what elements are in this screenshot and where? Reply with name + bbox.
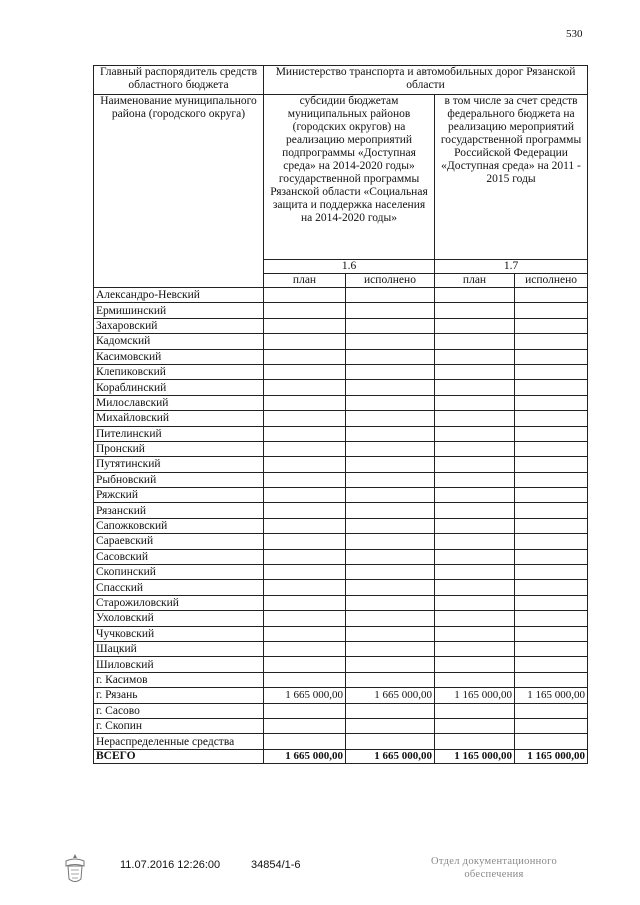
value-cell bbox=[346, 395, 435, 410]
table-row bbox=[94, 734, 588, 749]
value-cell bbox=[515, 718, 588, 733]
value-cell bbox=[435, 426, 515, 441]
district-name: Милославский bbox=[94, 395, 264, 410]
value-cell bbox=[346, 626, 435, 641]
district-name: Клепиковский bbox=[94, 364, 264, 379]
total-value: 1 665 000,00 bbox=[264, 749, 346, 763]
value-cell bbox=[264, 334, 346, 349]
value-cell bbox=[346, 503, 435, 518]
table-row bbox=[94, 672, 588, 687]
value-cell bbox=[346, 534, 435, 549]
value-cell bbox=[435, 303, 515, 318]
table-row bbox=[94, 395, 588, 410]
district-name: Чучковский bbox=[94, 626, 264, 641]
value-cell bbox=[435, 703, 515, 718]
value-cell bbox=[264, 488, 346, 503]
value-cell bbox=[515, 549, 588, 564]
value-cell bbox=[435, 318, 515, 333]
value-cell bbox=[264, 580, 346, 595]
value-cell bbox=[264, 657, 346, 672]
table-row bbox=[94, 288, 588, 303]
value-cell bbox=[264, 611, 346, 626]
value-cell bbox=[435, 288, 515, 303]
table-row bbox=[94, 657, 588, 672]
value-cell bbox=[264, 472, 346, 487]
total-value: 1 665 000,00 bbox=[346, 749, 435, 763]
table-row bbox=[94, 626, 588, 641]
value-cell: 1 665 000,00 bbox=[264, 688, 346, 703]
value-cell bbox=[264, 518, 346, 533]
value-cell bbox=[264, 565, 346, 580]
district-name: Рыбновский bbox=[94, 472, 264, 487]
value-cell bbox=[264, 349, 346, 364]
value-cell bbox=[515, 364, 588, 379]
department-stamp: Отдел документационного обеспечения bbox=[430, 856, 558, 880]
value-cell bbox=[435, 488, 515, 503]
emblem-icon bbox=[62, 852, 88, 886]
col-16-description: субсидии бюджетам муниципальных районов (городских округов) на реализацию мероприятий подпрограммы «Доступная среда» на 2014-2020 годы» государственной программы Рязанской области «Социальная защита и поддержка населения на 2014-2020 годы» bbox=[264, 95, 435, 260]
page-number: 530 bbox=[566, 28, 583, 40]
header-row-description bbox=[94, 95, 588, 260]
value-cell bbox=[515, 518, 588, 533]
district-name: Сасовский bbox=[94, 549, 264, 564]
table-row bbox=[94, 488, 588, 503]
table-row bbox=[94, 334, 588, 349]
value-cell: 1 165 000,00 bbox=[435, 688, 515, 703]
value-cell bbox=[515, 441, 588, 456]
total-label: ВСЕГО bbox=[94, 749, 264, 763]
distributor-label: Главный распорядитель средств областного бюджета bbox=[94, 66, 264, 95]
value-cell bbox=[515, 611, 588, 626]
value-cell bbox=[264, 549, 346, 564]
table-row bbox=[94, 595, 588, 610]
value-cell bbox=[515, 595, 588, 610]
value-cell bbox=[346, 426, 435, 441]
value-cell bbox=[435, 534, 515, 549]
table-body bbox=[94, 288, 588, 750]
value-cell bbox=[515, 565, 588, 580]
value-cell bbox=[515, 472, 588, 487]
table-row bbox=[94, 518, 588, 533]
value-cell bbox=[515, 288, 588, 303]
value-cell bbox=[515, 534, 588, 549]
value-cell bbox=[515, 426, 588, 441]
value-cell bbox=[435, 734, 515, 749]
table-row bbox=[94, 364, 588, 379]
value-cell: 1 665 000,00 bbox=[346, 688, 435, 703]
value-cell bbox=[435, 641, 515, 656]
value-cell bbox=[264, 426, 346, 441]
value-cell bbox=[264, 703, 346, 718]
value-cell bbox=[515, 672, 588, 687]
value-cell bbox=[435, 441, 515, 456]
value-cell bbox=[435, 380, 515, 395]
district-name: Кораблинский bbox=[94, 380, 264, 395]
col-16-plan-header: план bbox=[264, 274, 346, 288]
value-cell bbox=[435, 718, 515, 733]
value-cell bbox=[346, 595, 435, 610]
value-cell bbox=[515, 380, 588, 395]
value-cell bbox=[346, 472, 435, 487]
col-17-number: 1.7 bbox=[435, 260, 588, 274]
total-value: 1 165 000,00 bbox=[435, 749, 515, 763]
value-cell bbox=[264, 441, 346, 456]
table-row bbox=[94, 349, 588, 364]
table-row bbox=[94, 457, 588, 472]
value-cell bbox=[515, 580, 588, 595]
value-cell bbox=[346, 488, 435, 503]
value-cell bbox=[346, 641, 435, 656]
footer-datetime: 11.07.2016 12:26:00 bbox=[120, 859, 221, 871]
table-row bbox=[94, 549, 588, 564]
value-cell bbox=[346, 303, 435, 318]
district-name: Михайловский bbox=[94, 411, 264, 426]
value-cell bbox=[515, 734, 588, 749]
value-cell bbox=[264, 641, 346, 656]
value-cell bbox=[435, 595, 515, 610]
value-cell bbox=[264, 318, 346, 333]
district-name: Ухоловский bbox=[94, 611, 264, 626]
value-cell bbox=[346, 349, 435, 364]
value-cell bbox=[346, 457, 435, 472]
district-name: г. Рязань bbox=[94, 688, 264, 703]
table-row bbox=[94, 472, 588, 487]
value-cell bbox=[435, 626, 515, 641]
value-cell bbox=[435, 411, 515, 426]
value-cell bbox=[515, 703, 588, 718]
value-cell bbox=[264, 672, 346, 687]
district-name: Ермишинский bbox=[94, 303, 264, 318]
distributor-value: Министерство транспорта и автомобильных дорог Рязанской области bbox=[264, 66, 588, 95]
value-cell bbox=[435, 611, 515, 626]
value-cell bbox=[435, 518, 515, 533]
table-row bbox=[94, 411, 588, 426]
value-cell bbox=[515, 657, 588, 672]
value-cell bbox=[435, 549, 515, 564]
value-cell bbox=[435, 364, 515, 379]
value-cell bbox=[435, 349, 515, 364]
value-cell bbox=[346, 580, 435, 595]
district-name: Путятинский bbox=[94, 457, 264, 472]
district-name: Кадомский bbox=[94, 334, 264, 349]
value-cell bbox=[515, 503, 588, 518]
value-cell bbox=[346, 657, 435, 672]
value-cell bbox=[264, 595, 346, 610]
value-cell bbox=[515, 641, 588, 656]
value-cell bbox=[435, 334, 515, 349]
value-cell bbox=[515, 334, 588, 349]
col-16-done-header: исполнено bbox=[346, 274, 435, 288]
table-row bbox=[94, 441, 588, 456]
value-cell bbox=[515, 395, 588, 410]
col-17-done-header: исполнено bbox=[515, 274, 588, 288]
value-cell bbox=[435, 395, 515, 410]
district-name: Шацкий bbox=[94, 641, 264, 656]
value-cell bbox=[346, 611, 435, 626]
table-row bbox=[94, 641, 588, 656]
district-name: Захаровский bbox=[94, 318, 264, 333]
value-cell bbox=[264, 734, 346, 749]
value-cell bbox=[435, 657, 515, 672]
value-cell bbox=[515, 303, 588, 318]
value-cell bbox=[346, 364, 435, 379]
value-cell bbox=[264, 288, 346, 303]
table-row bbox=[94, 718, 588, 733]
value-cell bbox=[264, 364, 346, 379]
district-name: Спасский bbox=[94, 580, 264, 595]
value-cell bbox=[264, 380, 346, 395]
table-row bbox=[94, 318, 588, 333]
value-cell bbox=[346, 549, 435, 564]
value-cell bbox=[435, 580, 515, 595]
district-name: Касимовский bbox=[94, 349, 264, 364]
value-cell bbox=[264, 303, 346, 318]
district-name: Сапожковский bbox=[94, 518, 264, 533]
table-row bbox=[94, 534, 588, 549]
value-cell bbox=[346, 288, 435, 303]
header-row-distributor bbox=[94, 66, 588, 95]
district-name: Скопинский bbox=[94, 565, 264, 580]
district-name: Старожиловский bbox=[94, 595, 264, 610]
table-row bbox=[94, 503, 588, 518]
value-cell bbox=[346, 718, 435, 733]
value-cell bbox=[264, 395, 346, 410]
col-17-plan-header: план bbox=[435, 274, 515, 288]
district-name: г. Сасово bbox=[94, 703, 264, 718]
value-cell bbox=[346, 518, 435, 533]
name-column-header: Наименование муниципального района (городского округа) bbox=[94, 95, 264, 288]
value-cell bbox=[515, 349, 588, 364]
table-row bbox=[94, 426, 588, 441]
district-name: Шиловский bbox=[94, 657, 264, 672]
value-cell bbox=[435, 565, 515, 580]
value-cell bbox=[264, 534, 346, 549]
value-cell bbox=[346, 334, 435, 349]
district-name: Сараевский bbox=[94, 534, 264, 549]
value-cell bbox=[435, 457, 515, 472]
table-row bbox=[94, 565, 588, 580]
value-cell bbox=[264, 411, 346, 426]
value-cell bbox=[346, 380, 435, 395]
value-cell bbox=[264, 503, 346, 518]
value-cell bbox=[515, 318, 588, 333]
value-cell bbox=[346, 672, 435, 687]
value-cell bbox=[515, 488, 588, 503]
district-name: Ряжский bbox=[94, 488, 264, 503]
district-name: Рязанский bbox=[94, 503, 264, 518]
value-cell bbox=[346, 318, 435, 333]
table-row bbox=[94, 688, 588, 703]
table-row bbox=[94, 303, 588, 318]
table-row bbox=[94, 580, 588, 595]
value-cell bbox=[346, 441, 435, 456]
value-cell bbox=[346, 565, 435, 580]
value-cell bbox=[346, 411, 435, 426]
col-17-description: в том числе за счет средств федерального бюджета на реализацию мероприятий государственной программы Российской Федерации «Доступная среда» на 2011 - 2015 годы bbox=[435, 95, 588, 260]
district-name: г. Касимов bbox=[94, 672, 264, 687]
budget-table bbox=[93, 65, 588, 764]
col-16-number: 1.6 bbox=[264, 260, 435, 274]
value-cell bbox=[264, 457, 346, 472]
district-name: Александро-Невский bbox=[94, 288, 264, 303]
district-name: г. Скопин bbox=[94, 718, 264, 733]
footer-doc-number: 34854/1-6 bbox=[251, 859, 301, 871]
value-cell bbox=[435, 472, 515, 487]
value-cell: 1 165 000,00 bbox=[515, 688, 588, 703]
district-name: Пителинский bbox=[94, 426, 264, 441]
value-cell bbox=[264, 626, 346, 641]
value-cell bbox=[346, 734, 435, 749]
value-cell bbox=[435, 503, 515, 518]
table-row bbox=[94, 611, 588, 626]
value-cell bbox=[264, 718, 346, 733]
table-row bbox=[94, 703, 588, 718]
value-cell bbox=[515, 457, 588, 472]
total-row bbox=[94, 749, 588, 763]
value-cell bbox=[515, 411, 588, 426]
value-cell bbox=[435, 672, 515, 687]
total-value: 1 165 000,00 bbox=[515, 749, 588, 763]
district-name: Нераспределенные средства bbox=[94, 734, 264, 749]
value-cell bbox=[515, 626, 588, 641]
district-name: Пронский bbox=[94, 441, 264, 456]
table-row bbox=[94, 380, 588, 395]
value-cell bbox=[346, 703, 435, 718]
